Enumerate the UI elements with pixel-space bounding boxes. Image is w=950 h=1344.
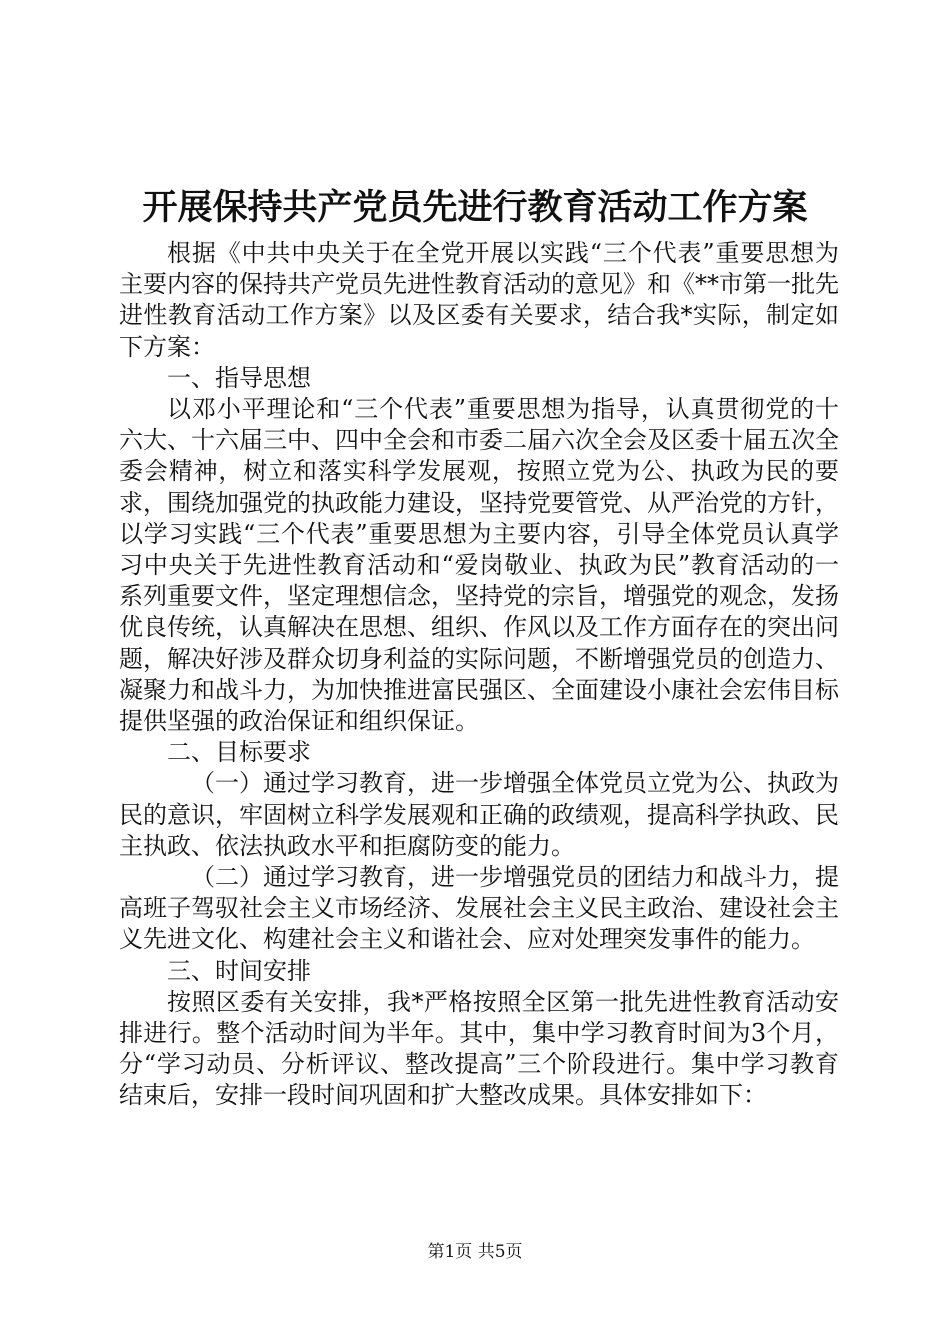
section-heading-guiding-ideology: 一、指导思想 [167, 363, 311, 392]
section-heading-goals: 二、目标要求 [167, 738, 311, 767]
document-body [119, 238, 839, 1112]
page-title: 开展保持共产党员先进行教育活动工作方案 [142, 187, 808, 228]
guiding-ideology-paragraph: 以邓小平理论和“三个代表”重要思想为指导，认真贯彻党的十六大、十六届三中、四中全会和市委二届六次全会及区委十届五次全委会精神，树立和落实科学发展观，按照立党为公、执政为民的要求，围绕加强党的执政能力建设，坚持党要管党、从严治党的方针，以学习实践“三个代表”重要思想为主要内容，引导全体党员认真学习中央关于先进性教育活动和“爱岗敬业、执政为民”教育活动的一系列重要文件，坚定理想信念，坚持党的宗旨，增强党的观念，发扬优良传统，认真解决在思想、组织、作风以及工作方面存在的突出问题，解决好涉及群众切身利益的实际问题，不断增强党员的创造力、凝聚力和战斗力，为加快推进富民强区、全面建设小康社会宏伟目标提供坚强的政治保证和组织保证。 [119, 395, 839, 736]
intro-paragraph: 根据《中共中央关于在全党开展以实践“三个代表”重要思想为主要内容的保持共产党员先进性教育活动的意见》和《**市第一批先进性教育活动工作方案》以及区委有关要求，结合我*实际，制定如下方案： [119, 239, 839, 361]
page-footer: 第1页 共5页 [427, 1242, 523, 1262]
section-heading-schedule: 三、时间安排 [167, 956, 311, 985]
goal-item-1: （一）通过学习教育，进一步增强全体党员立党为公、执政为民的意识，牢固树立科学发展观和正确的政绩观，提高科学执政、民主执政、依法执政水平和拒腐防变的能力。 [119, 769, 839, 860]
goal-item-2: （二）通过学习教育，进一步增强党员的团结力和战斗力，提高班子驾驭社会主义市场经济、发展社会主义民主政治、建设社会主义先进文化、构建社会主义和谐社会、应对处理突发事件的能力。 [119, 863, 839, 954]
schedule-paragraph: 按照区委有关安排，我*严格按照全区第一批先进性教育活动安排进行。整个活动时间为半年。其中，集中学习教育时间为3个月，分“学习动员、分析评议、整改提高”三个阶段进行。集中学习教育结束后，安排一段时间巩固和扩大整改成果。具体安排如下： [119, 987, 839, 1110]
